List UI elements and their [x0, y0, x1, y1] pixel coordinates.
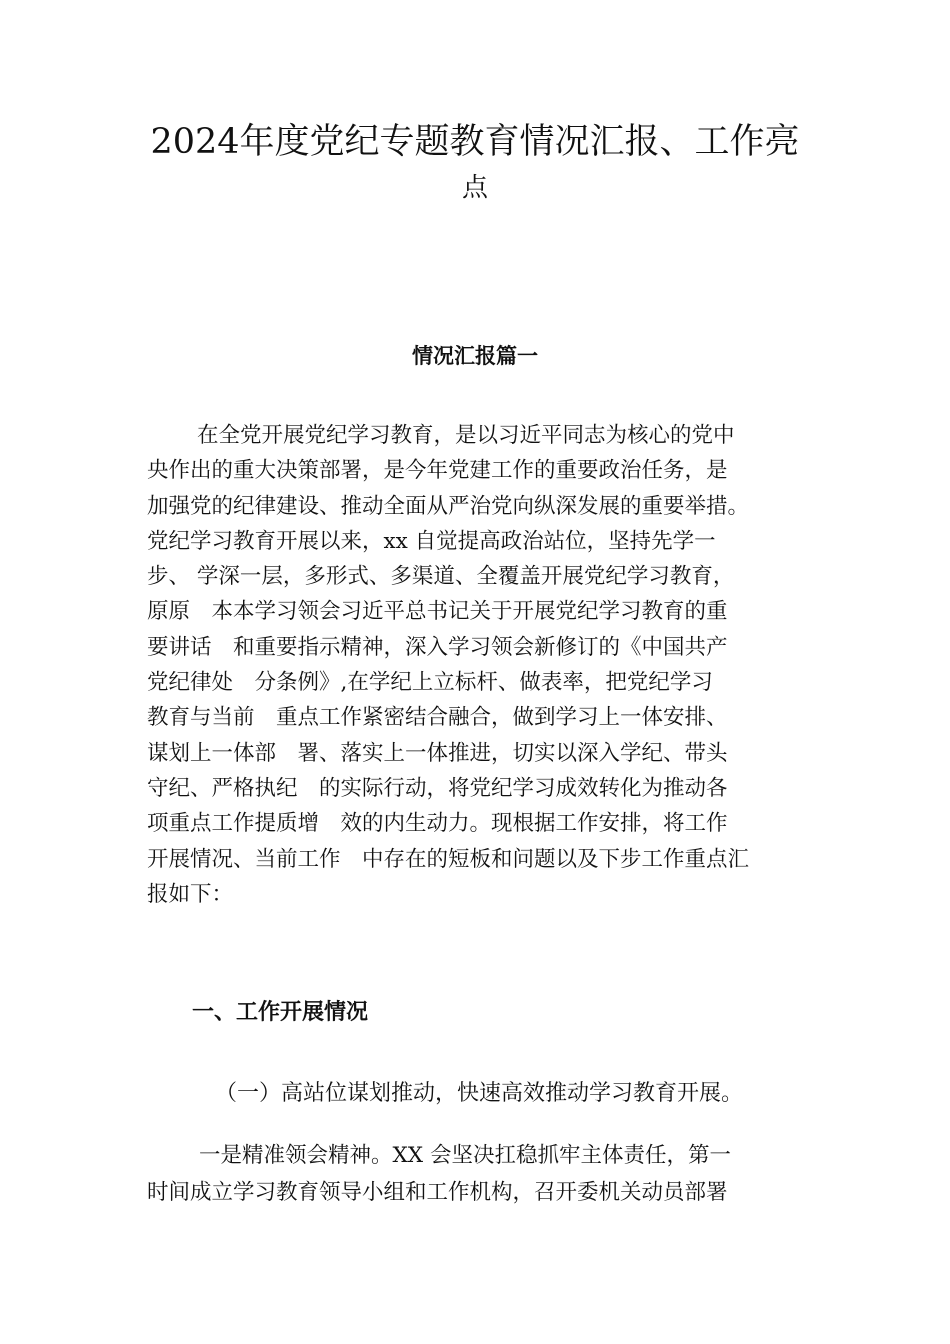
paragraph-line: 报如下： [147, 881, 234, 907]
document-title-continued: 点 [461, 173, 488, 203]
paragraph-line: 守纪、严格执纪 的实际行动，将党纪学习成效转化为推动各 [147, 775, 728, 801]
paragraph-line: 在全党开展党纪学习教育，是以习近平同志为核心的党中 [197, 423, 735, 448]
paragraph-line: 央作出的重大决策部署，是今年党建工作的重要政治任务，是 [147, 458, 728, 484]
paragraph-line: 要讲话 和重要指示精神，深入学习领会新修订的《中国共产 [147, 634, 728, 660]
heading-work-progress: 一、工作开展情况 [192, 999, 369, 1025]
paragraph-line: 开展情况、当前工作 中存在的短板和问题以及下步工作重点汇 [147, 846, 750, 872]
section-title: 情况汇报篇一 [412, 343, 538, 368]
paragraph-line: 加强党的纪律建设、推动全面从严治党向纵深发展的重要举措。 [147, 493, 750, 519]
paragraph-line: 党纪学习教育开展以来，xx 自觉提高政治站位，坚持先学一 [147, 528, 716, 554]
paragraph-line: 步、 学深一层，多形式、多渠道、全覆盖开展党纪学习教育， [147, 564, 735, 590]
paragraph-line: 原原 本本学习领会习近平总书记关于开展党纪学习教育的重 [147, 599, 728, 625]
subheading: （一）高站位谋划推动，快速高效推动学习教育开展。 [215, 1081, 744, 1106]
paragraph-line: 党纪律处 分条例》,在学纪上立标杆、做表率，把党纪学习 [147, 670, 713, 696]
paragraph-line: 教育与当前 重点工作紧密结合融合，做到学习上一体安排、 [147, 705, 728, 731]
paragraph-line: 项重点工作提质增 效的内生动力。现根据工作安排，将工作 [147, 811, 728, 837]
document-title: 2024年度党纪专题教育情况汇报、工作亮 [150, 122, 800, 162]
paragraph-line: 时间成立学习教育领导小组和工作机构，召开委机关动员部署 [147, 1180, 728, 1205]
paragraph-line: 谋划上一体部 署、落实上一体推进，切实以深入学纪、带头 [147, 740, 728, 766]
paragraph-line: 一是精准领会精神。XX 会坚决扛稳抓牢主体责任，第一 [199, 1143, 731, 1168]
body-paragraph [147, 1137, 827, 1211]
body-paragraph [147, 418, 827, 912]
